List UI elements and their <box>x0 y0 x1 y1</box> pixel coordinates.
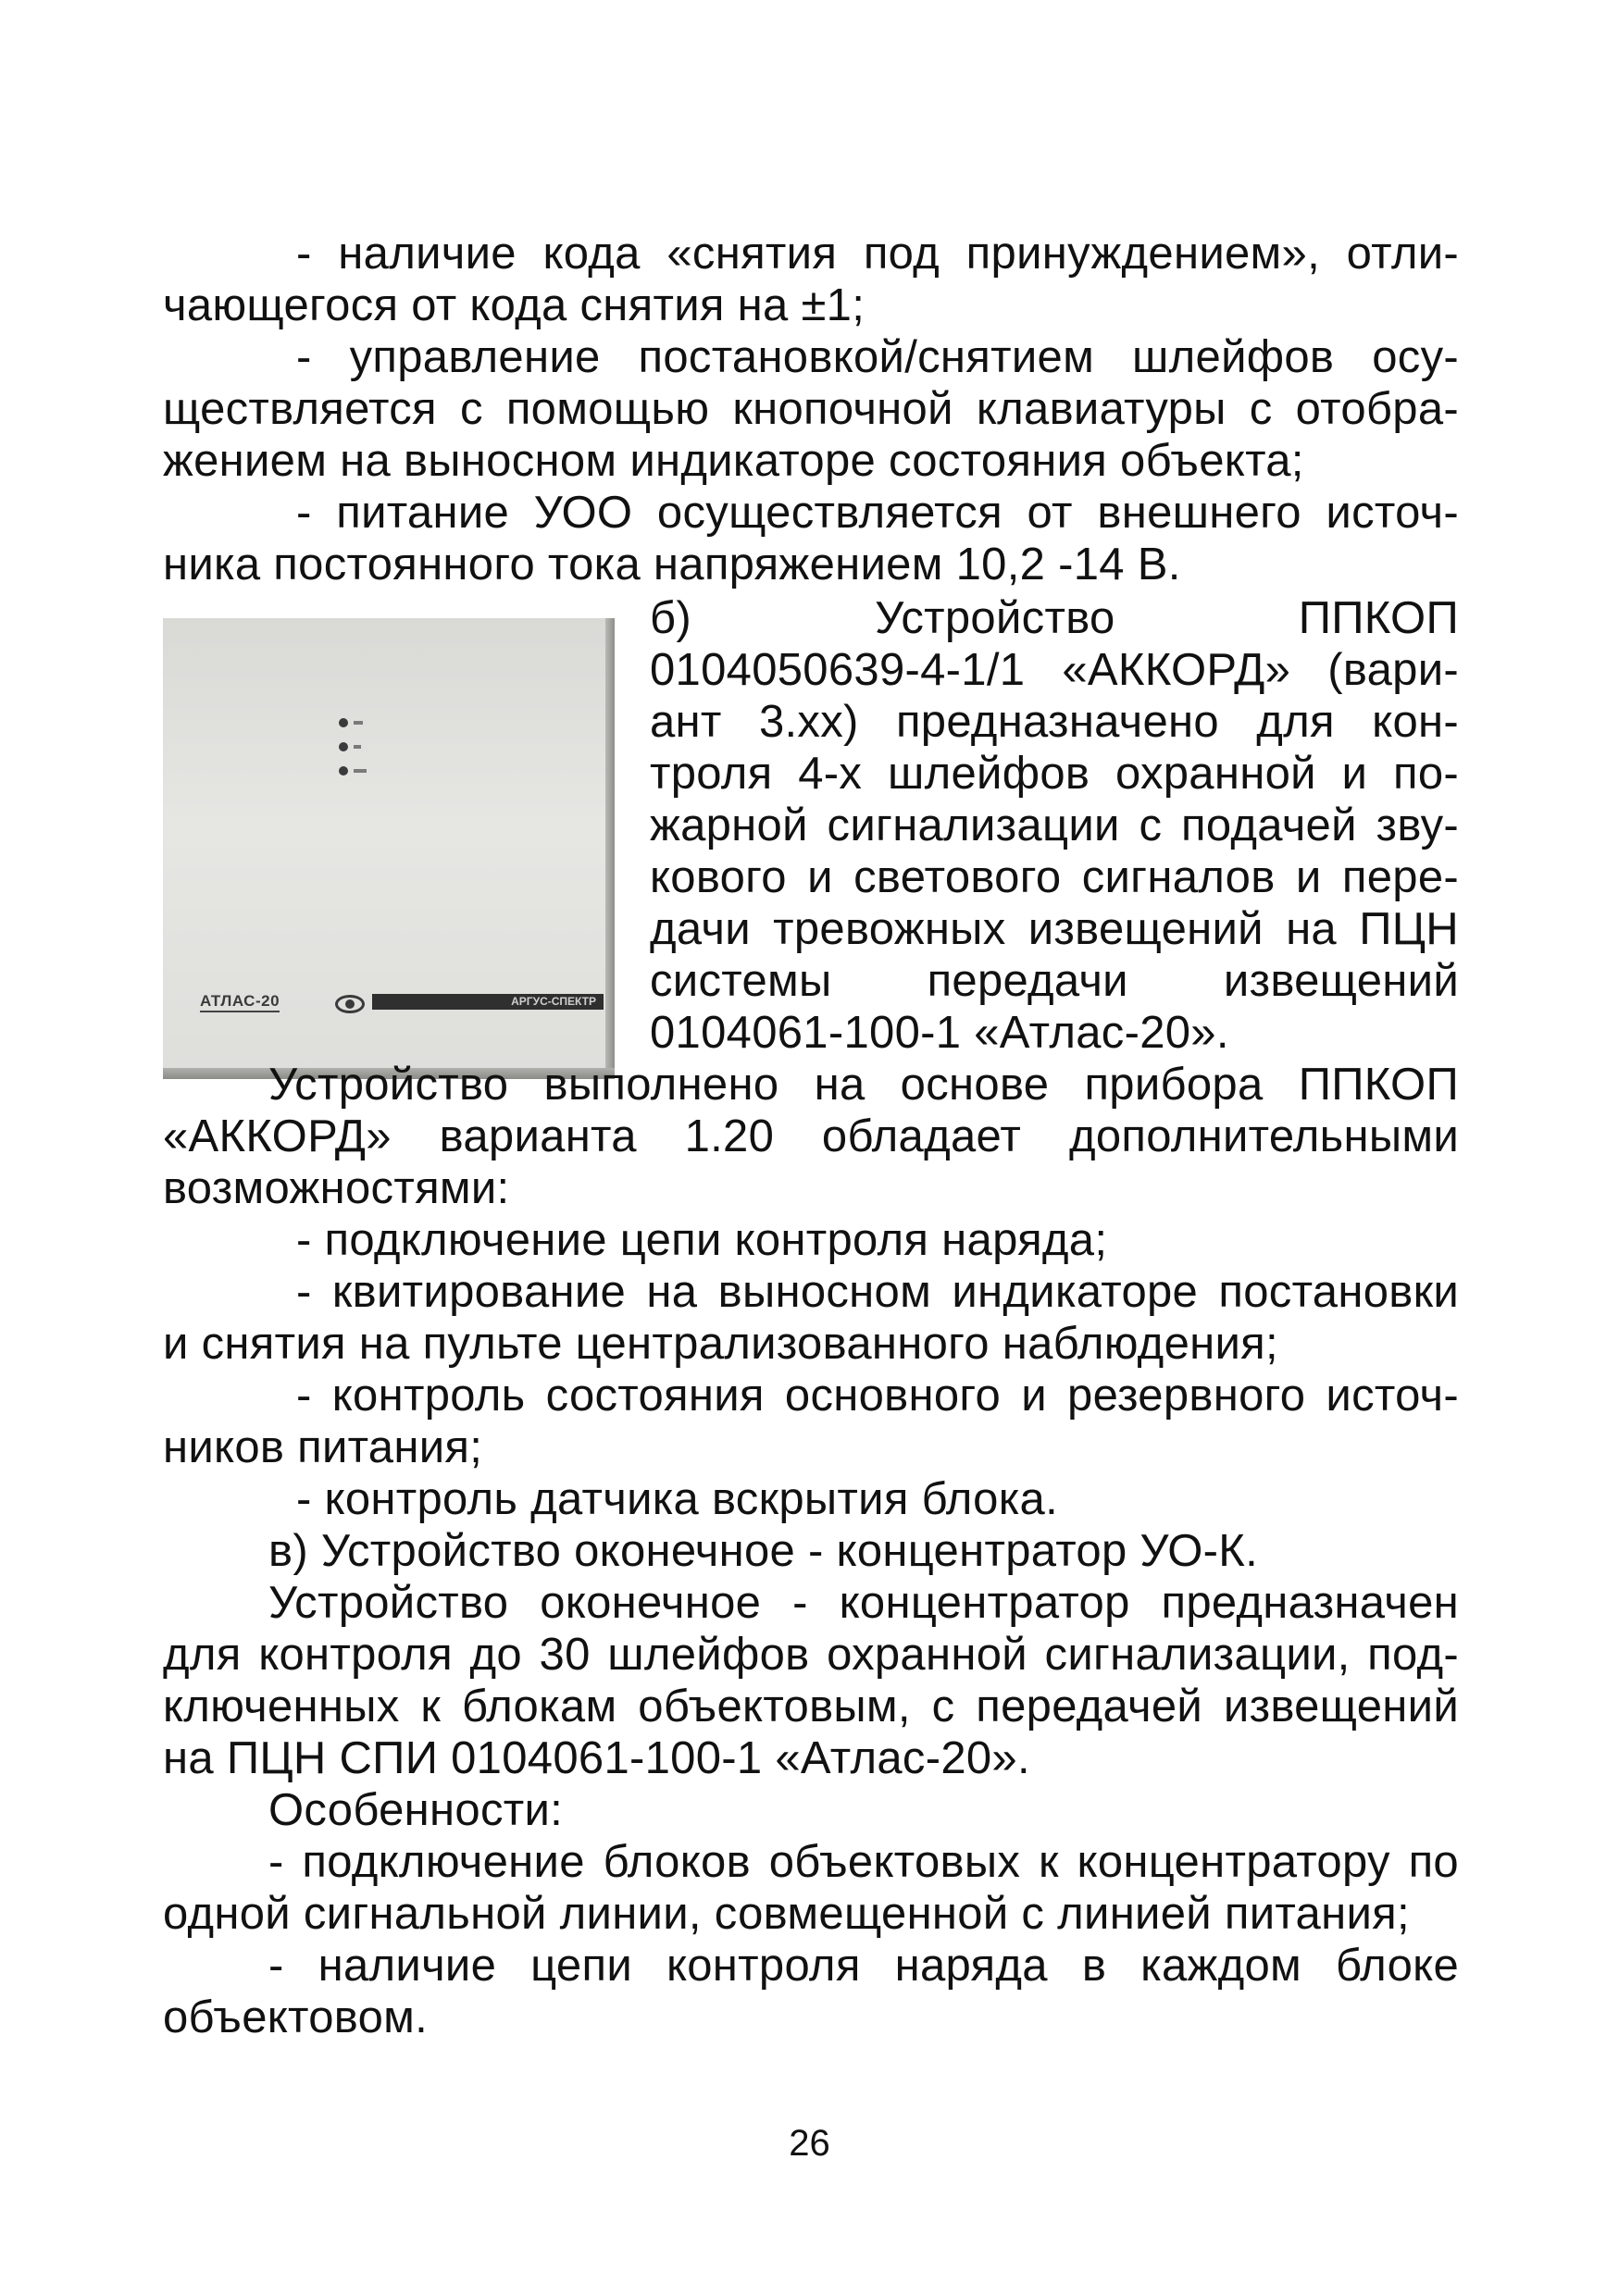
device-photo <box>163 618 615 1079</box>
text-line: ников питания; <box>163 1422 483 1472</box>
text-line: - подключение цепи контроля наряда; <box>296 1215 1108 1265</box>
photo-edge-shadow <box>605 618 615 1079</box>
text-line: жарной сигнализации с подачей зву- <box>650 800 1459 850</box>
text-line: в) Устройство оконечное - концентратор УО-К. <box>268 1526 1259 1576</box>
text-line: для контроля до 30 шлейфов охранной сигнализации, под- <box>163 1630 1459 1680</box>
eye-icon <box>335 995 365 1013</box>
text-line: - контроль состояния основного и резервного источ- <box>296 1371 1459 1421</box>
text-line: ключенных к блокам объектовым, с передачей извещений <box>163 1682 1459 1731</box>
led-label-mark <box>354 721 363 725</box>
text-line: - питание УОО осуществляется от внешнего источ- <box>296 488 1459 538</box>
text-line: жением на выносном индикаторе состояния объекта; <box>163 436 1304 486</box>
text-line: - подключение блоков объектовых к концентратору по <box>268 1837 1459 1887</box>
text-line: 0104050639-4-1/1 «АККОРД» (вари- <box>650 645 1459 695</box>
text-line: чающегося от кода снятия на ±1; <box>163 280 866 330</box>
text-line: объектовом. <box>163 1992 429 2042</box>
text-line: - наличие цепи контроля наряда в каждом блоке <box>268 1941 1459 1991</box>
text-line: ника постоянного тока напряжением 10,2 -14 В. <box>163 540 1181 590</box>
text-line: дачи тревожных извещений на ПЦН <box>650 904 1459 954</box>
led-label-mark <box>354 745 361 749</box>
text-line: ществляется с помощью кнопочной клавиатуры с отобра- <box>163 384 1459 434</box>
device-stripe <box>372 994 604 1010</box>
page-number: 26 <box>789 2123 830 2164</box>
led-indicator <box>339 766 348 776</box>
text-line: 0104061-100-1 «Атлас-20». <box>650 1008 1229 1058</box>
led-indicator <box>339 718 348 727</box>
text-line: - контроль датчика вскрытия блока. <box>296 1474 1059 1524</box>
text-line: Устройство выполнено на основе прибора ППКОП <box>268 1060 1459 1110</box>
text-line: возможностями: <box>163 1163 510 1213</box>
text-line: одной сигнальной линии, совмещенной с линией питания; <box>163 1889 1410 1939</box>
text-line: - наличие кода «снятия под принуждением», отли- <box>296 229 1459 279</box>
led-indicator <box>339 742 348 751</box>
text-line: - управление постановкой/снятием шлейфов осу- <box>296 332 1459 382</box>
led-label-mark <box>354 769 367 773</box>
text-line: системы передачи извещений <box>650 956 1459 1006</box>
text-line: «АККОРД» варианта 1.20 обладает дополнительными <box>163 1111 1459 1161</box>
device-brand-label: АТЛАС-20 <box>200 992 280 1012</box>
text-line: троля 4-х шлейфов охранной и по- <box>650 749 1459 799</box>
text-line: и снятия на пульте централизованного наблюдения; <box>163 1319 1278 1369</box>
text-line: на ПЦН СПИ 0104061-100-1 «Атлас-20». <box>163 1733 1030 1783</box>
text-line: кового и светового сигналов и пере- <box>650 852 1459 902</box>
text-line: ант 3.хх) предназначено для кон- <box>650 697 1459 747</box>
text-line: Устройство оконечное - концентратор предназначен <box>268 1578 1459 1628</box>
text-line: Особенности: <box>268 1785 564 1835</box>
stripe-label: АРГУС-СПЕКТР <box>511 995 596 1008</box>
text-line: б) Устройство ППКОП <box>650 593 1459 643</box>
text-line: - квитирование на выносном индикаторе постановки <box>296 1267 1459 1317</box>
